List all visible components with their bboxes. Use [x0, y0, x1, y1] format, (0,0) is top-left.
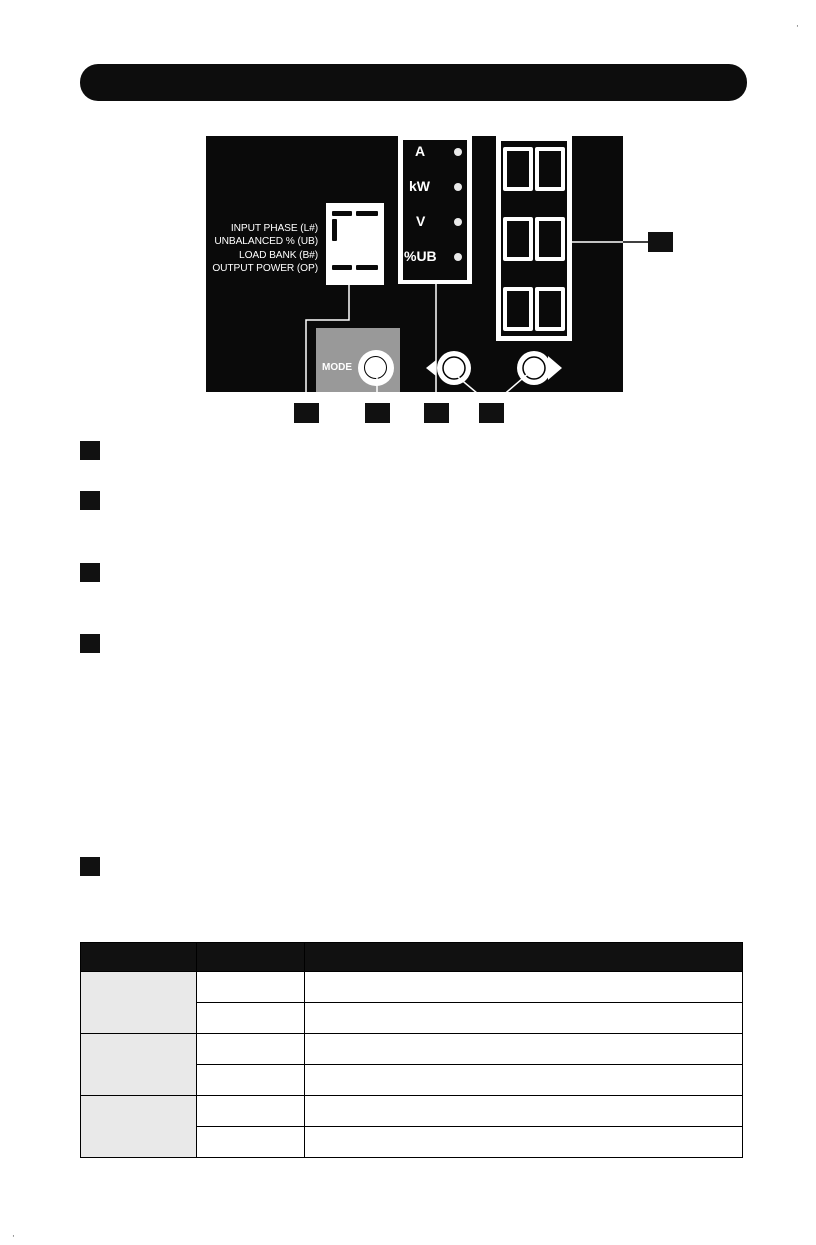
callout-box-5 — [648, 232, 673, 252]
table-cell — [197, 1034, 305, 1065]
indicator-label-kw: kW — [409, 178, 430, 194]
list-bullet-2 — [80, 491, 100, 510]
mode-table — [80, 942, 743, 1158]
table-cell — [305, 1003, 743, 1034]
table-row — [81, 1034, 743, 1065]
table-header-cell — [197, 943, 305, 972]
table-group-cell — [81, 1096, 197, 1158]
table-row — [81, 972, 743, 1003]
callout-box-1 — [294, 403, 319, 423]
label-unbalanced: UNBALANCED % (UB) — [214, 236, 318, 248]
table-cell — [197, 972, 305, 1003]
callout-leader-lines — [0, 0, 816, 440]
callout-box-3 — [424, 403, 449, 423]
table-cell — [197, 1065, 305, 1096]
indicator-label-amps: A — [415, 143, 426, 159]
callout-box-4 — [479, 403, 504, 423]
mode-button-label: MODE — [322, 362, 352, 373]
crop-mark-bottom-left: · — [12, 1232, 15, 1242]
table-group-cell — [81, 1034, 197, 1096]
table-cell — [305, 1127, 743, 1158]
table-group-cell — [81, 972, 197, 1034]
table-cell — [305, 1096, 743, 1127]
label-output-power: OUTPUT POWER (OP) — [212, 263, 318, 275]
table-cell — [197, 1003, 305, 1034]
list-bullet-5 — [80, 857, 100, 876]
list-bullet-4 — [80, 634, 100, 653]
table-header-cell — [81, 943, 197, 972]
callout-box-2 — [365, 403, 390, 423]
table-cell — [305, 1034, 743, 1065]
table-cell — [197, 1096, 305, 1127]
table-cell — [197, 1127, 305, 1158]
list-bullet-3 — [80, 563, 100, 582]
indicator-label-unbalanced: %UB — [404, 248, 437, 264]
table-header-row — [81, 943, 743, 972]
label-load-bank: LOAD BANK (B#) — [239, 249, 318, 261]
indicator-label-volts: V — [416, 213, 426, 229]
table-cell — [305, 972, 743, 1003]
table-cell — [305, 1065, 743, 1096]
label-input-phase: INPUT PHASE (L#) — [230, 223, 318, 234]
list-bullet-1 — [80, 441, 100, 460]
crop-mark-top-right: · — [796, 22, 799, 32]
table-header-cell — [305, 943, 743, 972]
table-row — [81, 1096, 743, 1127]
